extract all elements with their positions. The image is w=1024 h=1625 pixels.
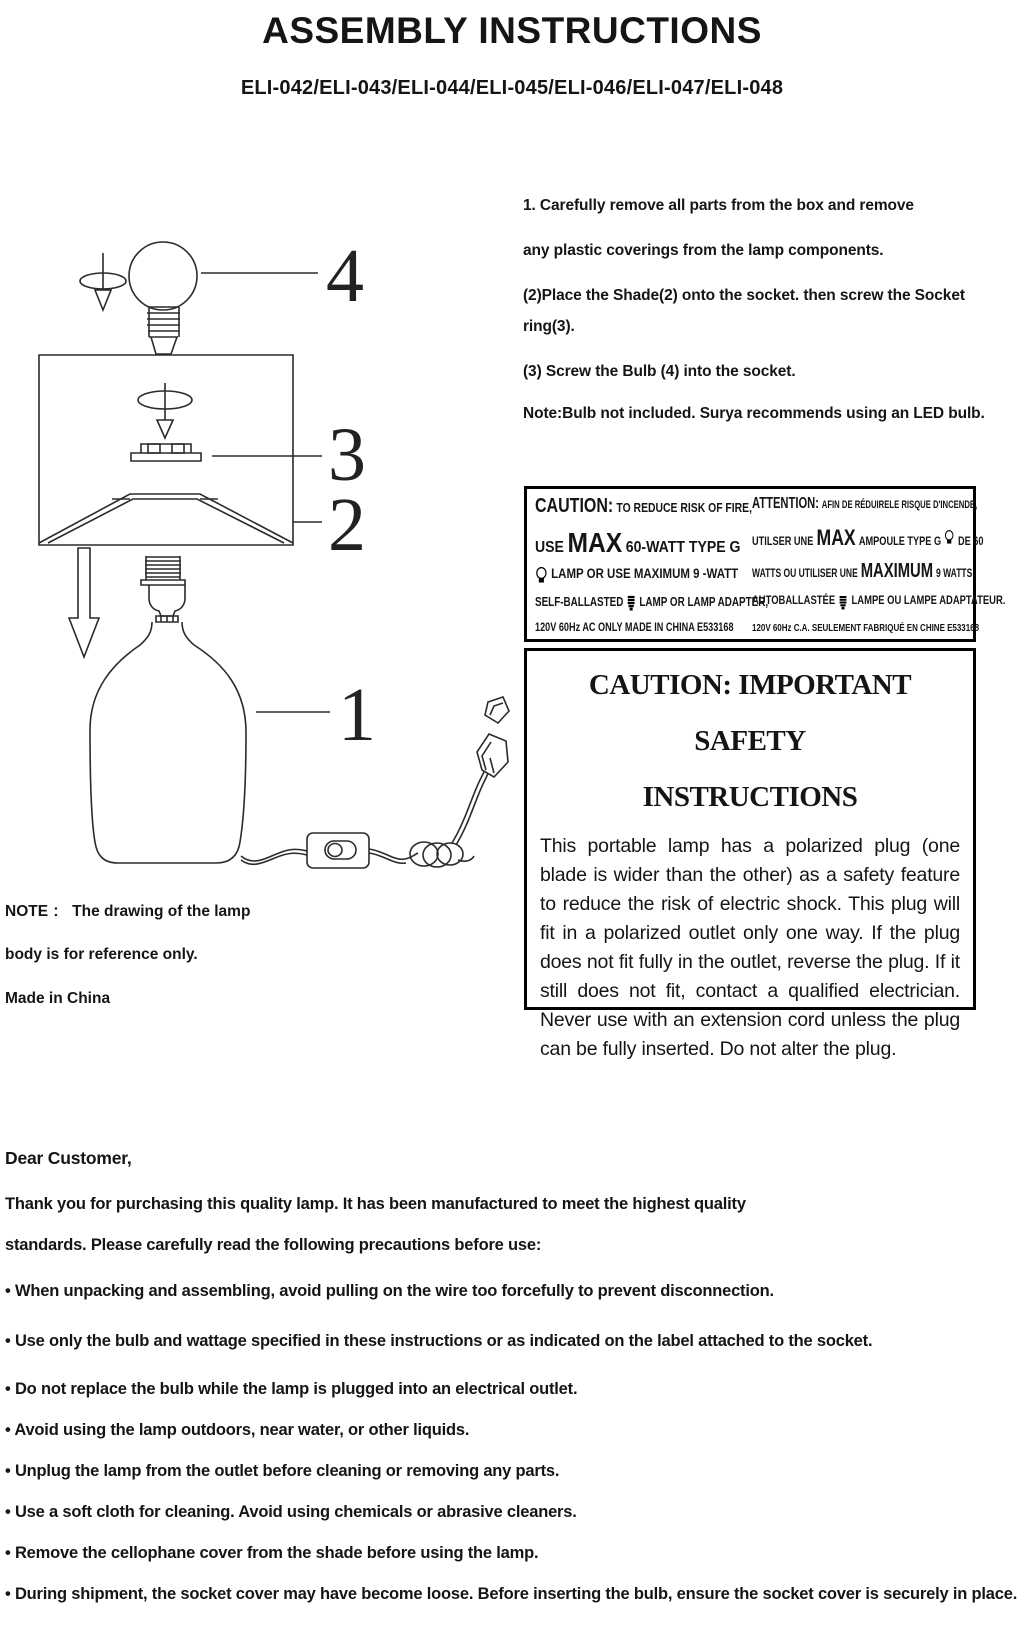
note-line-2: body is for reference only. <box>5 946 198 963</box>
lamp-assembly-diagram <box>0 170 510 880</box>
safety-body-text: This portable lamp has a polarized plug (one blade is wider than the other) as a safety feature to reduce the risk of electric shock. This plug will fit in a polarized outlet only one way. If the plug does not fit fully in the outlet, reverse the plug. If it still does not fit, contact a qualified electrician. Never use with an extension cord unless the plug can be fully inserted. Do not alter the plug. <box>540 835 960 1060</box>
round-bulb-icon <box>535 567 548 584</box>
page-title: ASSEMBLY INSTRUCTIONS <box>262 10 762 51</box>
caution-line: LAMP OR USE MAXIMUM 9 -WATT <box>535 567 719 584</box>
bulb-drawing <box>129 242 197 354</box>
step-3: (3) Screw the Bulb (4) into the socket. <box>523 363 796 380</box>
part-label-4: 4 <box>326 234 364 318</box>
part-label-3: 3 <box>328 413 366 497</box>
round-bulb-icon <box>944 530 954 545</box>
assembly-steps <box>523 190 987 427</box>
socket-thread-drawing <box>141 556 185 622</box>
shade-drawing <box>39 494 293 543</box>
caution-rating-label <box>524 486 1006 642</box>
precaution-item: • Avoid using the lamp outdoors, near water, or other liquids. <box>5 1421 470 1439</box>
caution-line: CAUTION: TO REDUCE RISK OF FIRE, <box>535 495 753 517</box>
cfl-bulb-icon <box>838 595 848 610</box>
caution-line: SELF-BALLASTED LAMP OR LAMP ADAPTER, <box>535 593 769 609</box>
power-cord-drawing <box>241 849 307 864</box>
caution-ratings-line: 120V 60Hz AC ONLY MADE IN CHINA E533168 <box>535 620 734 635</box>
step-1-line-1: 1. Carefully remove all parts from the box and remove <box>523 197 914 214</box>
caution-line: AUTOBALLASTÉE LAMPE OU LAMPE ADAPTATEUR. <box>752 595 930 610</box>
rotate-arrow-icon <box>80 253 126 310</box>
lamp-body-drawing <box>90 622 246 863</box>
cord-coil-drawing <box>369 842 474 867</box>
bulb-note: Note:Bulb not included. Surya recommends using an LED bulb. <box>523 405 985 422</box>
shade-box-outline <box>39 355 293 545</box>
socket-ring-drawing <box>131 444 201 461</box>
safety-title-line-2: INSTRUCTIONS <box>642 781 858 813</box>
safety-title-line-1: CAUTION: IMPORTANT SAFETY <box>588 669 912 757</box>
precaution-item: • Use only the bulb and wattage specified in these instructions or as indicated on the label attached to the socket. <box>5 1332 873 1350</box>
made-in-china-label: Made in China <box>5 990 111 1007</box>
precaution-item: • Do not replace the bulb while the lamp is plugged into an electrical outlet. <box>5 1380 578 1398</box>
salutation: Dear Customer, <box>5 1148 132 1168</box>
intro-line-2: standards. Please carefully read the following precautions before use: <box>5 1236 542 1254</box>
down-arrow-icon <box>69 548 99 657</box>
part-label-2: 2 <box>328 483 366 567</box>
caution-english-column <box>535 495 769 635</box>
note-line-1: NOTE ： The drawing of the lamp <box>5 903 251 920</box>
part-label-1: 1 <box>338 673 376 757</box>
caution-line: USE MAX 60-WATT TYPE G <box>535 526 741 558</box>
precaution-item: • During shipment, the socket cover may have become loose. Before inserting the bulb, ensure the socket cover is securely in place. <box>5 1585 1018 1603</box>
precaution-item: • Remove the cellophane cover from the shade before using the lamp. <box>5 1544 539 1562</box>
attention-word: ATTENTION: <box>752 495 819 512</box>
step-1-line-2: any plastic coverings from the lamp components. <box>523 242 884 259</box>
precaution-item: • Use a soft cloth for cleaning. Avoid using chemicals or abrasive cleaners. <box>5 1503 577 1521</box>
caution-line: ATTENTION: AFIN DE RÉDUIRELE RISQUE D'INCENDE, <box>752 495 978 512</box>
caution-ratings-line: 120V 60Hz C.A. SEULEMENT FABRIQUÉ EN CHINE E533168 <box>752 621 980 634</box>
caution-line: WATTS OU UTILISER UNE MAXIMUM 9 WATTS <box>752 560 973 583</box>
safety-instructions-box <box>524 648 976 1060</box>
customer-section <box>5 1148 1019 1622</box>
caution-word: CAUTION: <box>535 495 614 517</box>
reference-note <box>5 897 335 1027</box>
inline-switch-drawing <box>307 833 369 868</box>
caution-french-column <box>752 495 1006 634</box>
intro-line-1: Thank you for purchasing this quality lamp. It has been manufactured to meet the highest quality <box>5 1195 746 1213</box>
rotate-arrow-icon <box>138 383 192 438</box>
precaution-item: • When unpacking and assembling, avoid pulling on the wire too forcefully to prevent disconnection. <box>5 1282 774 1300</box>
caution-line: UTILSER UNE MAX AMPOULE TYPE G DE 60 <box>752 524 984 550</box>
cfl-bulb-icon <box>626 595 636 611</box>
model-numbers: ELI-042/ELI-043/ELI-044/ELI-045/ELI-046/ELI-047/ELI-048 <box>240 77 784 99</box>
step-2: (2)Place the Shade(2) onto the socket. then screw the Socket ring(3). <box>523 287 965 335</box>
plug-drawing <box>452 697 509 845</box>
precaution-item: • Unplug the lamp from the outlet before cleaning or removing any parts. <box>5 1462 560 1480</box>
